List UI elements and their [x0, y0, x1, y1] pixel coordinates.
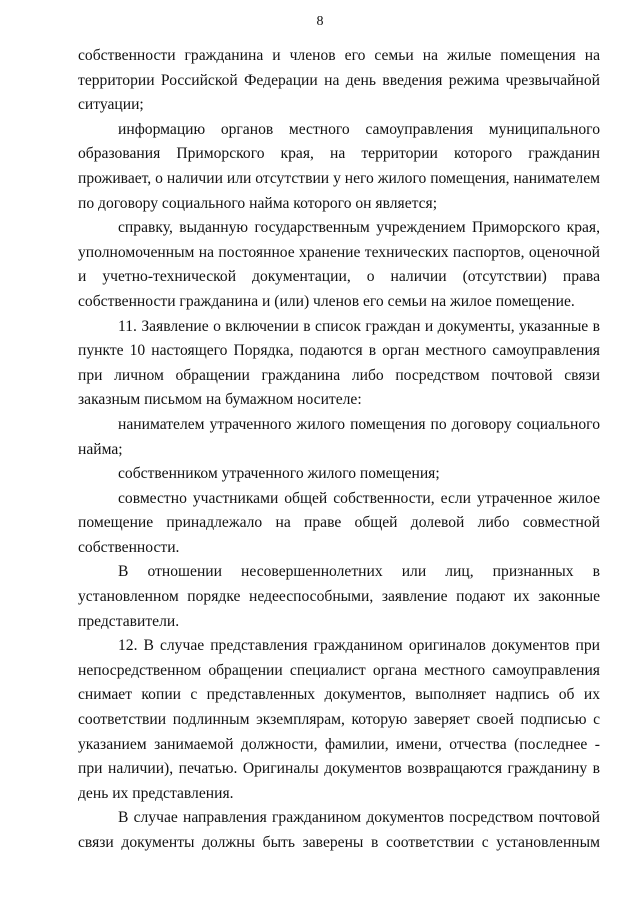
paragraph-local-government-info: информацию органов местного самоуправления муниципального образования Приморского края, на территории которого гражданин проживает, о наличии или отсутствии у него жилого помещения, нанимателем по договору социального найма которого он является;	[78, 120, 600, 212]
paragraph-item-11: 11. Заявление о включении в список граждан и документы, указанные в пункте 10 настоящего Порядка, подаются в орган местного самоуправления при личном обращении гражданина либо посредством почтовой связи заказным письмом на бумажном носителе:	[78, 317, 600, 409]
paragraph-legal-representatives: В отношении несовершеннолетних или лиц, признанных в установленном порядке недееспособными, заявление подают их законные представители.	[78, 563, 600, 630]
paragraph-tenant: нанимателем утраченного жилого помещения по договору социального найма;	[78, 415, 600, 458]
page-number: 8	[316, 14, 324, 29]
paragraph-postal-submission: В случае направления гражданином документов посредством почтовой связи документы должны быть заверены в соответствии с установленным	[78, 809, 600, 851]
paragraph-item-12: 12. В случае представления гражданином оригиналов документов при непосредственном обращении специалист органа местного самоуправления снимает копии с представленных документов, выполняет надпись об их соответствии подлинным экземплярам, которую заверяет своей подписью с указанием занимаемой должности, фамилии, имени, отчества (последнее - при наличии), печатью. Оригиналы документов возвращаются гражданину в день их представления.	[78, 637, 600, 802]
paragraph-owner: собственником утраченного жилого помещения;	[118, 465, 440, 483]
document-body	[78, 44, 600, 856]
paragraph-ownership-continuation: собственности гражданина и членов его семьи на жилые помещения на территории Российской Федерации на день введения режима чрезвычайной ситуации;	[78, 47, 600, 114]
paragraph-joint-owners: совместно участниками общей собственности, если утраченное жилое помещение принадлежало на праве общей долевой либо совместной собственности.	[78, 489, 600, 556]
paragraph-technical-certificate: справку, выданную государственным учреждением Приморского края, уполномоченным на постоянное хранение технических паспортов, оценочной и учетно-технической документации, о наличии (отсутствии) права собственности гражданина и (или) членов его семьи на жилое помещение.	[78, 219, 600, 310]
